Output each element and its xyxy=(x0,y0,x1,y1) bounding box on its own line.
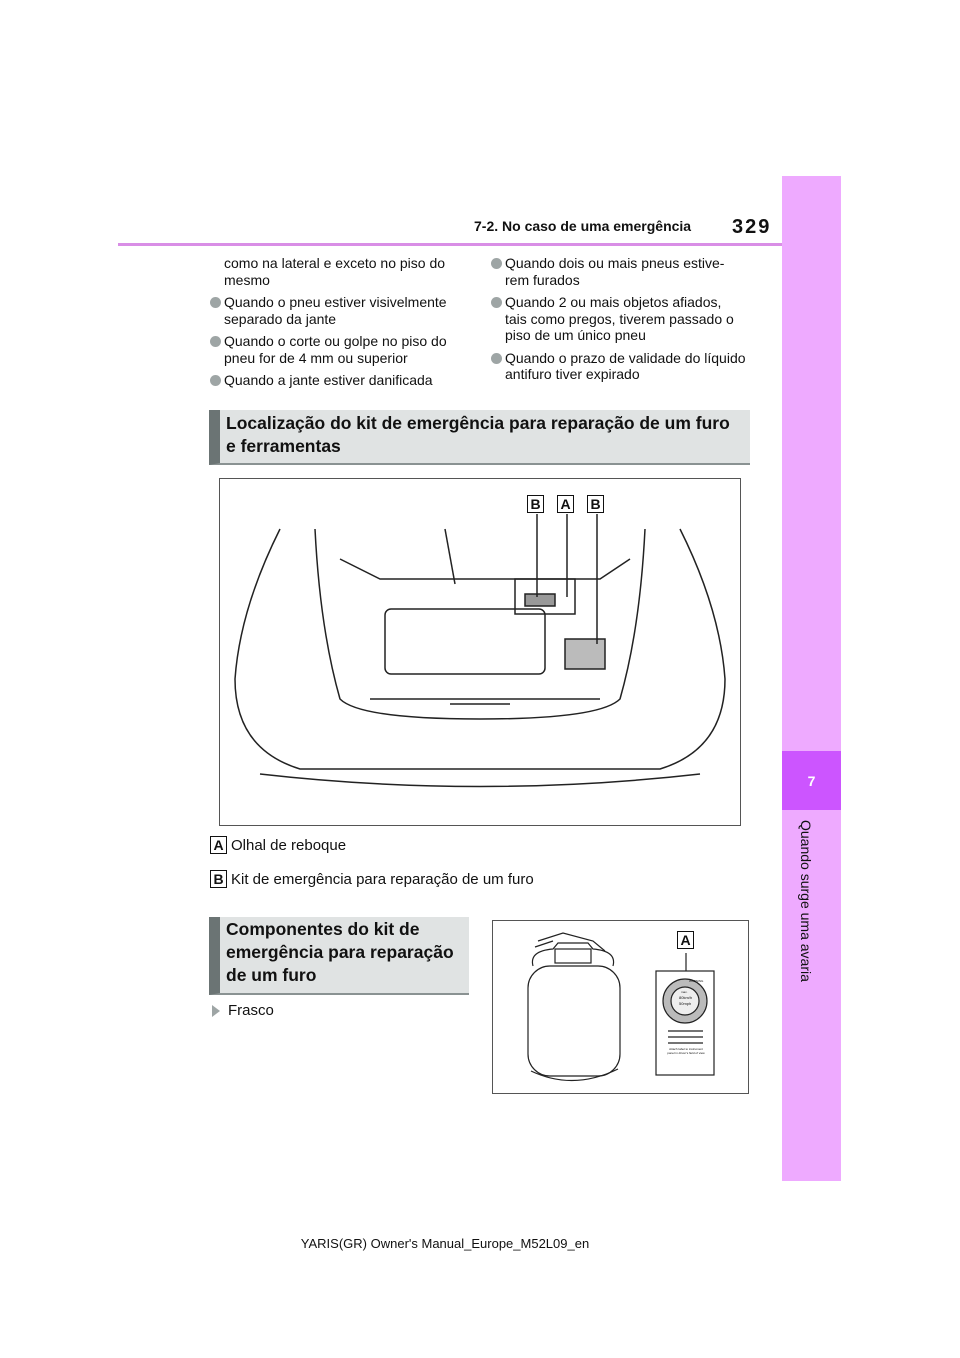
legend-item-a: A Olhal de reboque xyxy=(210,836,346,854)
trunk-illustration xyxy=(220,479,740,825)
section-heading-location: Localização do kit de emergência para reparação de um furo e ferramentas xyxy=(209,410,750,465)
continuation-text: como na lateral e exceto no piso do mesmo xyxy=(224,255,446,288)
trunk-figure xyxy=(219,478,741,826)
legend-item-b: B Kit de emergência para reparação de um furo xyxy=(210,870,534,888)
bottle-illustration xyxy=(493,921,748,1093)
chapter-title: Quando surge uma avaria xyxy=(798,820,814,982)
bullet-icon xyxy=(491,353,502,364)
footer: YARIS(GR) Owner's Manual_Europe_M52L09_en xyxy=(300,1236,590,1251)
bullet-icon xyxy=(491,297,502,308)
left-column xyxy=(210,255,465,395)
bullet-icon xyxy=(210,336,221,347)
bullet-icon xyxy=(210,297,221,308)
label-warning: WARNING xyxy=(689,979,704,983)
bottle-figure xyxy=(492,920,749,1094)
triangle-bullet-icon xyxy=(212,1005,220,1017)
bullet-icon xyxy=(210,375,221,386)
section-header: 7-2. No caso de uma emergência xyxy=(474,218,692,234)
page-number: 329 xyxy=(732,216,772,238)
list-item: Quando o corte ou golpe no piso do pneu for de 4 mm ou superior xyxy=(210,333,465,366)
section-heading-components: Componentes do kit de emergência para reparação de um furo xyxy=(209,917,469,995)
figure-label-b: B xyxy=(527,495,544,513)
label-speed-mph: 50mph xyxy=(679,1001,692,1006)
bullet-icon xyxy=(491,258,502,269)
item-bottle: Frasco xyxy=(212,1002,274,1019)
list-item: Quando dois ou mais pneus estive-rem furados xyxy=(491,255,746,288)
chapter-sidebar xyxy=(782,176,841,1181)
figure-label-b: B xyxy=(587,495,604,513)
list-item: Quando o pneu estiver visivelmente separado da jante xyxy=(210,294,465,327)
label-speed: 80km/h xyxy=(679,995,693,1000)
list-item: Quando o prazo de validade do líquido antifuro tiver expirado xyxy=(491,350,746,383)
header-divider xyxy=(118,243,782,246)
right-column xyxy=(491,255,746,389)
figure-label-a: A xyxy=(677,931,694,949)
figure-label-a: A xyxy=(557,495,574,513)
list-item: Quando a jante estiver danificada xyxy=(210,372,465,389)
label-max: max. xyxy=(681,990,688,994)
chapter-tab[interactable]: 7 xyxy=(782,751,841,810)
label-note: Attach label to instrument panel in driver's field of view xyxy=(667,1047,705,1055)
list-item: Quando 2 ou mais objetos afiados, tais como pregos, tiverem passado o piso de um único pneu xyxy=(491,294,746,344)
